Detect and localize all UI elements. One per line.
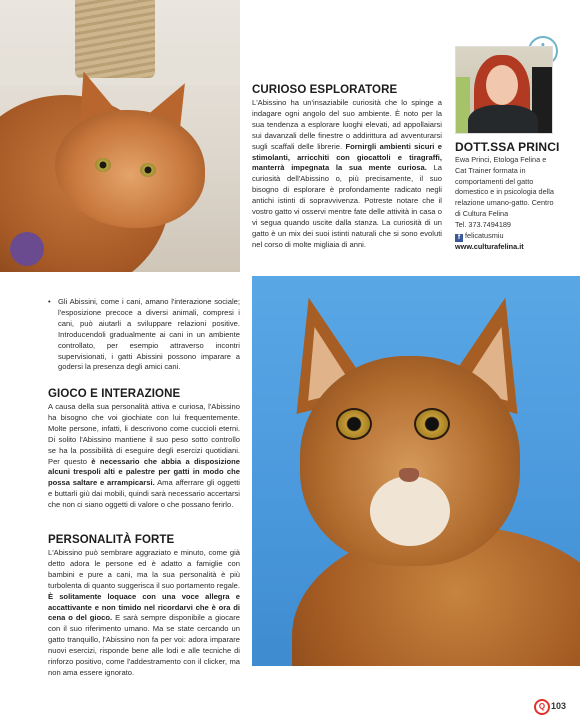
bullet-text: Gli Abissini, come i cani, amano l'interazione sociale; l'esposizione precoce a diversi animali, compresi i cani, può aiutarli a sviluppare relazioni positive. Introducendoli gradualmente ai cani in un ambiente controllato, per esempio attraverso incontri supervisionati, i gatti Abissini possono imparare a godersi la presenza degli amici cani. bbox=[58, 297, 240, 372]
cat-eye-left-shape bbox=[336, 408, 372, 440]
gioco-text-bold: è necessario che abbia a disposizione alcuni trespoli alti e palestre per gatti in modo che possa saltare e arrampicarsi. bbox=[48, 456, 240, 488]
facebook-handle[interactable]: felicatusmiu bbox=[465, 230, 504, 240]
kitten-eye-right-shape bbox=[140, 163, 156, 177]
author-bio-text: Ewa Princi, Etologa Felina e Cat Trainer formata in comportamenti del gatto domestico e in psicologia della relazione umano-gatto. Centro di Cultura Felina bbox=[455, 155, 554, 218]
curioso-text-bold: Fornirgli ambienti sicuri e stimolanti, arricchiti con giocattoli e tiragraffi, manterrà impegnata la sua mente curiosa. bbox=[252, 141, 442, 173]
website-link[interactable]: www.culturafelina.it bbox=[455, 241, 524, 251]
gioco-text-1: A causa della sua personalità attiva e curiosa, l'Abissino ha bisogno che voi giochiate con lui frequentemente. Molte persone, infatti, li descrivono come cuccioli eterni. Di solito l'Abissino mantiene il suo peso sotto controllo se ha la possibilità di eseguire degli esercizi quotidiani. Per questo bbox=[48, 402, 240, 466]
heading-personalita-forte: PERSONALITÀ FORTE bbox=[48, 534, 175, 546]
facebook-row[interactable] bbox=[455, 231, 557, 242]
bullet-dot-icon: • bbox=[48, 297, 51, 306]
kitten-photo bbox=[0, 0, 240, 272]
bullet-paragraph bbox=[48, 297, 240, 373]
face-shape bbox=[486, 65, 518, 105]
page-number bbox=[534, 699, 566, 715]
author-phone: Tel. 373.7494189 bbox=[455, 219, 511, 229]
shirt-shape bbox=[468, 105, 538, 134]
scratching-post-shape bbox=[75, 0, 155, 78]
personalita-paragraph bbox=[48, 548, 240, 679]
author-bio bbox=[455, 155, 557, 252]
portrait-photo bbox=[455, 46, 553, 134]
page-number-text: 103 bbox=[551, 701, 567, 711]
heading-gioco-interazione: GIOCO E INTERAZIONE bbox=[48, 388, 181, 400]
heading-curioso-esploratore: CURIOSO ESPLORATORE bbox=[252, 84, 398, 96]
kitten-eye-left-shape bbox=[95, 158, 111, 172]
pers-text-2: E sarà sempre disponibile a giocare con il suo riferimento umano. Ma se state cercando un gatto tranquillo, l'Abissino non fa per voi: adora imparare nuovi esercizi, risponde bene alle lodi e alle tecniche di rinforzo positivo, come l'addestramento con il clicker, ma non ama essere ignorato. bbox=[48, 613, 240, 677]
pers-text-bold: È solitamente loquace con una voce allegra e accattivante e non timido nel ricordarvi che è ora di cena o del gioco. bbox=[48, 591, 240, 623]
pers-text-1: L'Abissino può sembrare aggraziato e minuto, come già detto adora le persone ed è adatto a famiglie con bambini e pure a cani, ma la sua personalità è più turbolenta di quanto suggerisca il suo portamento regale. bbox=[48, 548, 240, 590]
facebook-icon: f bbox=[455, 234, 463, 242]
cat-muzzle-shape bbox=[370, 476, 450, 546]
curioso-paragraph bbox=[252, 98, 442, 251]
gioco-text-2: Ama afferrare gli oggetti e buttarli giù dai mobili, quindi sarà necessario accertarsi che non ci siano oggetti di valore o che possano ferirlo. bbox=[48, 478, 240, 510]
toy-ball-shape bbox=[10, 232, 44, 266]
magazine-logo-icon: Q bbox=[534, 699, 550, 715]
author-name: DOTT.SSA PRINCI bbox=[455, 140, 560, 154]
cat-eye-right-shape bbox=[414, 408, 450, 440]
gioco-paragraph bbox=[48, 402, 240, 511]
curioso-text-2: La curiosità dell'Abissino o, più precisamente, il suo bisogno di esplorare è profondamente radicato negli antichi istinti di sopravvivenza. Potreste notare che il vostro gatto vi osservi mentre fate delle attività in casa o vi segua quando uscite dalla stanza. La curiosità di un gatto è un mix dei suoi istinti naturali che si sono evoluti nel corso di molte migliaia di anni. bbox=[252, 163, 442, 249]
abyssinian-photo bbox=[252, 276, 580, 666]
cat-nose-shape bbox=[399, 468, 419, 482]
curioso-text-1: L'Abissino ha un'insaziabile curiosità che lo spinge a indagare ogni angolo del suo ambiente. È noto per la sua tendenza a esplorare luoghi elevati, ad appollaiarsi sui davanzali delle finestre o addirittura ad avventurarsi sugli scaffali delle librerie. bbox=[252, 98, 442, 151]
